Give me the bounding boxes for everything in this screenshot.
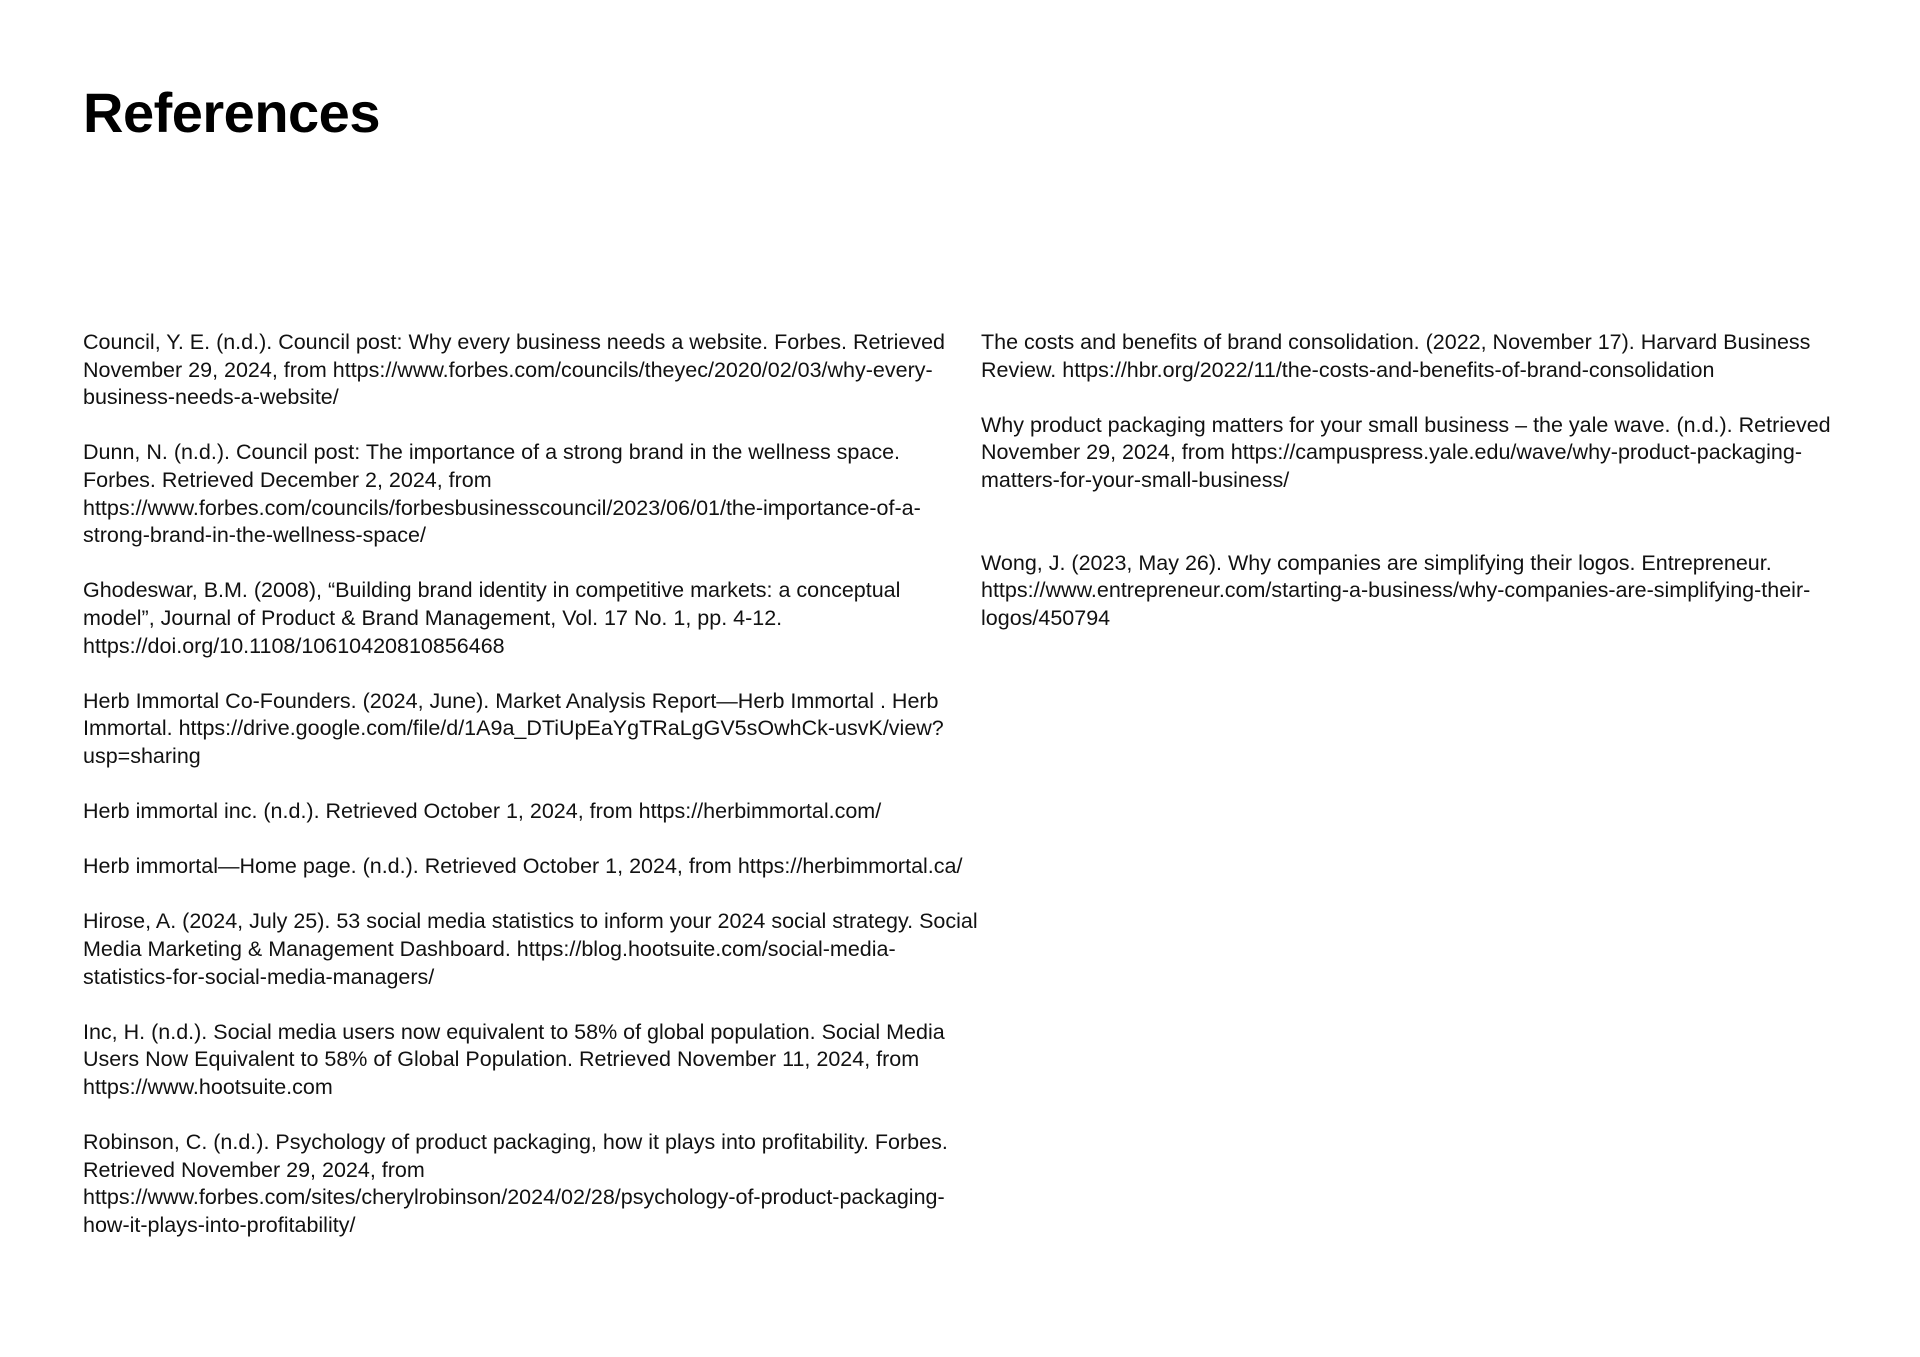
reference-entry: Ghodeswar, B.M. (2008), “Building brand identity in competitive markets: a conceptual model”, Journal of Product & Brand Management, Vol. 17 No. 1, pp. 4-12. https://doi.org/10.1108/10610420810856468 [83,578,901,658]
reference-entry: Hirose, A. (2024, July 25). 53 social media statistics to inform your 2024 social strategy. Social Media Marketing & Management Dashboard. https://blog.hootsuite.com/social-media-statistics-for-social-media-managers/ [83,909,978,989]
reference-entry: Wong, J. (2023, May 26). Why companies are simplifying their logos. Entrepreneur. https://www.entrepreneur.com/starting-a-business/why-companies-are-simplifying-their-logos/450794 [981,550,1811,630]
page-title: References [83,81,380,144]
reference-entry: Robinson, C. (n.d.). Psychology of product packaging, how it plays into profitability. Forbes. Retrieved November 29, 2024, from https://www.forbes.com/sites/cherylrobinson/2024/02/28/psychology-of-product-packaging-how-it-plays-into-profitability/ [83,1130,948,1237]
reference-entry: Herb Immortal Co-Founders. (2024, June). Market Analysis Report—Herb Immortal . Herb Immortal. https://drive.google.com/file/d/1A9a_DTiUpEaYgTRaLgGV5sOwhCk-usvK/view?usp=sharing [83,688,944,768]
reference-entry: Why product packaging matters for your small business – the yale wave. (n.d.). Retrieved November 29, 2024, from https://campuspress.yale.edu/wave/why-product-packaging-matters-for-your-small-business/ [981,412,1831,492]
reference-entry: Herb immortal inc. (n.d.). Retrieved October 1, 2024, from https://herbimmortal.com/ [83,799,882,824]
reference-entry: Council, Y. E. (n.d.). Council post: Why every business needs a website. Forbes. Retrieved November 29, 2024, from https://www.forbes.com/councils/theyec/2020/02/03/why-every-business-needs-a-website/ [83,330,946,410]
reference-entry: Inc, H. (n.d.). Social media users now equivalent to 58% of global population. Social Media Users Now Equivalent to 58% of Global Population. Retrieved November 11, 2024, from https://www.hootsuite.com [83,1019,945,1100]
references-left-column [83,329,978,1267]
references-right-column [981,329,1861,632]
reference-entry: Dunn, N. (n.d.). Council post: The importance of a strong brand in the wellness space. Forbes. Retrieved December 2, 2024, from https://www.forbes.com/councils/forbesbusinesscouncil/2023/06/01/the-importance-of-a-strong-brand-in-the-wellness-space/ [83,440,921,548]
reference-entry: The costs and benefits of brand consolidation. (2022, November 17). Harvard Business Review. https://hbr.org/2022/11/the-costs-and-benefits-of-brand-consolidation [981,330,1811,382]
reference-entry: Herb immortal—Home page. (n.d.). Retrieved October 1, 2024, from https://herbimmortal.ca/ [83,854,963,879]
